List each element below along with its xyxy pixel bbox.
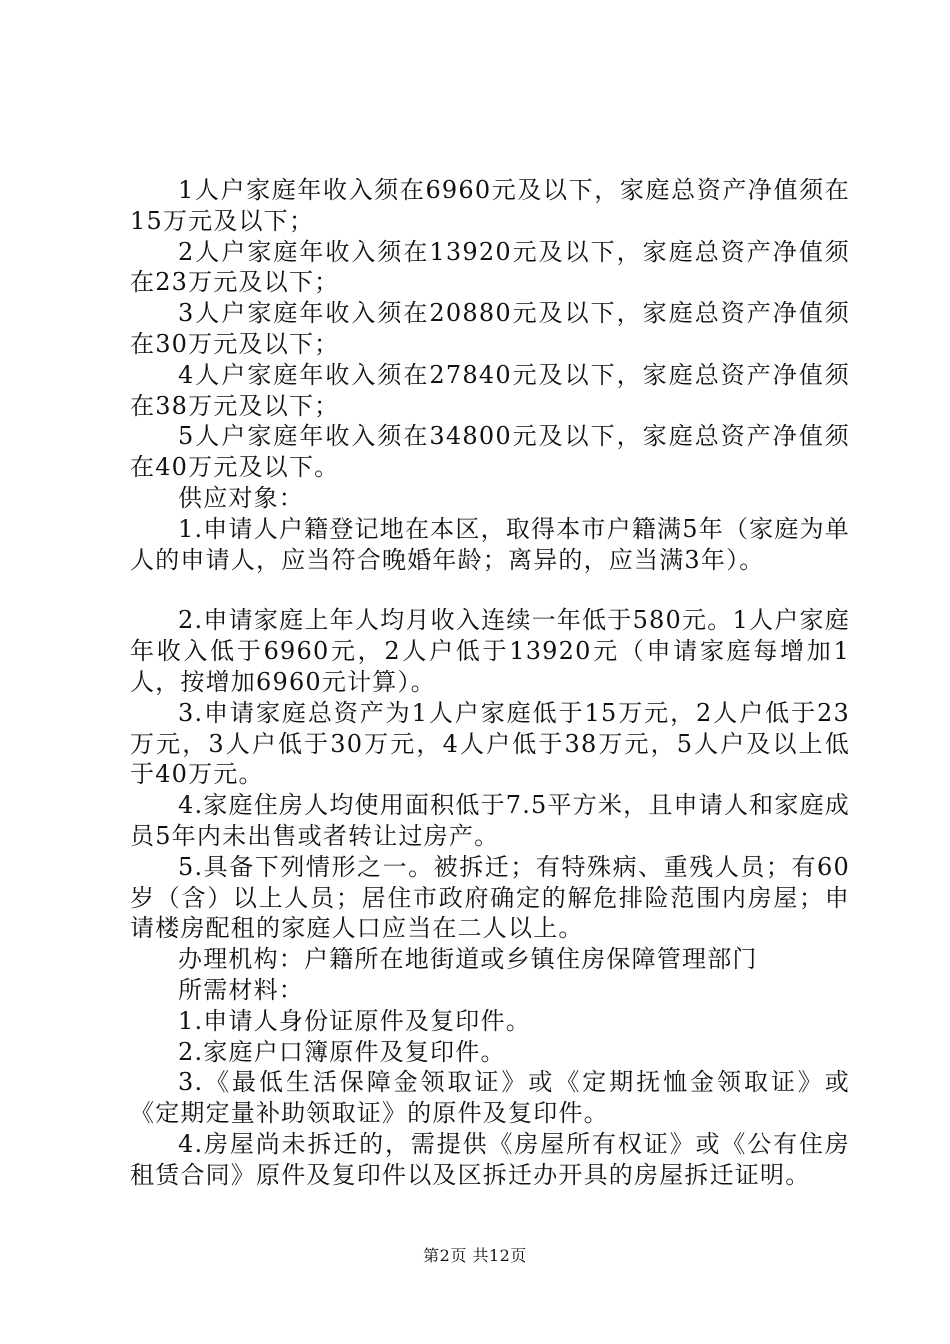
document-body	[130, 175, 850, 1191]
materials-item-1: 1.申请人身份证原件及复印件。	[178, 1006, 531, 1035]
eligibility-item-4: 4.家庭住房人均使用面积低于7.5平方米，且申请人和家庭成员5年内未出售或者转让过房产。	[130, 791, 850, 850]
section-heading-materials: 所需材料：	[178, 975, 304, 1004]
paragraph-income-1: 1人户家庭年收入须在6960元及以下，家庭总资产净值须在15万元及以下；	[130, 176, 850, 235]
page-footer: 第2页 共12页	[423, 1246, 527, 1265]
materials-item-4: 4.房屋尚未拆迁的，需提供《房屋所有权证》或《公有住房租赁合同》原件及复印件以及区拆迁办开具的房屋拆迁证明。	[130, 1129, 850, 1189]
paragraph-income-3: 3人户家庭年收入须在20880元及以下，家庭总资产净值须在30万元及以下；	[130, 299, 850, 358]
eligibility-item-1: 1.申请人户籍登记地在本区，取得本市户籍满5年（家庭为单人的申请人，应当符合晚婚年龄；离异的，应当满3年）。	[130, 514, 850, 574]
section-heading-eligibility: 供应对象：	[178, 483, 304, 512]
eligibility-item-2: 2.申请家庭上年人均月收入连续一年低于580元。1人户家庭年收入低于6960元，2人户低于13920元（申请家庭每增加1人，按增加6960元计算）。	[130, 606, 850, 696]
handling-agency: 办理机构：户籍所在地街道或乡镇住房保障管理部门	[178, 945, 758, 974]
paragraph-income-2: 2人户家庭年收入须在13920元及以下，家庭总资产净值须在23万元及以下；	[130, 237, 850, 297]
materials-item-2: 2.家庭户口簿原件及复印件。	[178, 1037, 506, 1066]
materials-item-3: 3.《最低生活保障金领取证》或《定期抚恤金领取证》或《定期定量补助领取证》的原件及复印件。	[130, 1068, 850, 1128]
paragraph-income-5: 5人户家庭年收入须在34800元及以下，家庭总资产净值须在40万元及以下。	[130, 422, 850, 482]
eligibility-item-3: 3.申请家庭总资产为1人户家庭低于15万元，2人户低于23万元，3人户低于30万元，4人户低于38万元，5人户及以上低于40万元。	[130, 698, 850, 789]
paragraph-income-4: 4人户家庭年收入须在27840元及以下，家庭总资产净值须在38万元及以下；	[130, 360, 850, 420]
eligibility-item-5: 5.具备下列情形之一。被拆迁；有特殊病、重残人员；有60岁（含）以上人员；居住市政府确定的解危排险范围内房屋；申请楼房配租的家庭人口应当在二人以上。	[130, 852, 850, 943]
